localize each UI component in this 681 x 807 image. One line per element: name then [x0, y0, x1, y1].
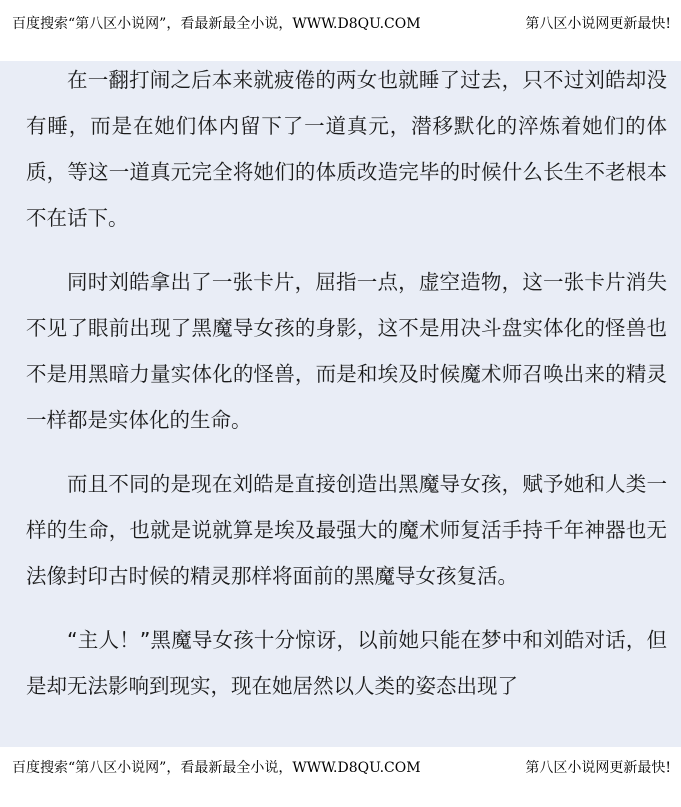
- paragraph-4: “主人！”黑魔导女孩十分惊讶，以前她只能在梦中和刘皓对话，但是却无法影响到现实，现在她居然以人类的姿态出现了: [26, 628, 667, 698]
- paragraph-1: 在一翻打闹之后本来就疲倦的两女也就睡了过去，只不过刘皓却没有睡，而是在她们体内留下了一道真元，潜移默化的淬炼着她们的体质，等这一道真元完全将她们的体质改造完毕的时候什么长生不老根本不在话下。: [26, 68, 667, 230]
- banner-slogan[interactable]: 第八区小说网更新最快!: [525, 760, 671, 776]
- article-body: [0, 61, 681, 747]
- paragraph-3: 而且不同的是现在刘皓是直接创造出黑魔导女孩，赋予她和人类一样的生命，也就是说就算是埃及最强大的魔术师复活手持千年神器也无法像封印古时候的精灵那样将面前的黑魔导女孩复活。: [26, 472, 667, 588]
- banner-ad-text[interactable]: 百度搜索“第八区小说网”，看最新最全小说，WWW.D8QU.COM: [12, 760, 421, 776]
- top-banner: [0, 6, 681, 42]
- banner-ad-text[interactable]: 百度搜索“第八区小说网”，看最新最全小说，WWW.D8QU.COM: [12, 16, 421, 32]
- banner-slogan[interactable]: 第八区小说网更新最快!: [525, 16, 671, 32]
- paragraph-2: 同时刘皓拿出了一张卡片，屈指一点，虚空造物，这一张卡片消失不见了眼前出现了黑魔导女孩的身影，这不是用决斗盘实体化的怪兽也不是用黑暗力量实体化的怪兽，而是和埃及时候魔术师召唤出来的精灵一样都是实体化的生命。: [26, 270, 667, 432]
- bottom-banner: [0, 750, 681, 786]
